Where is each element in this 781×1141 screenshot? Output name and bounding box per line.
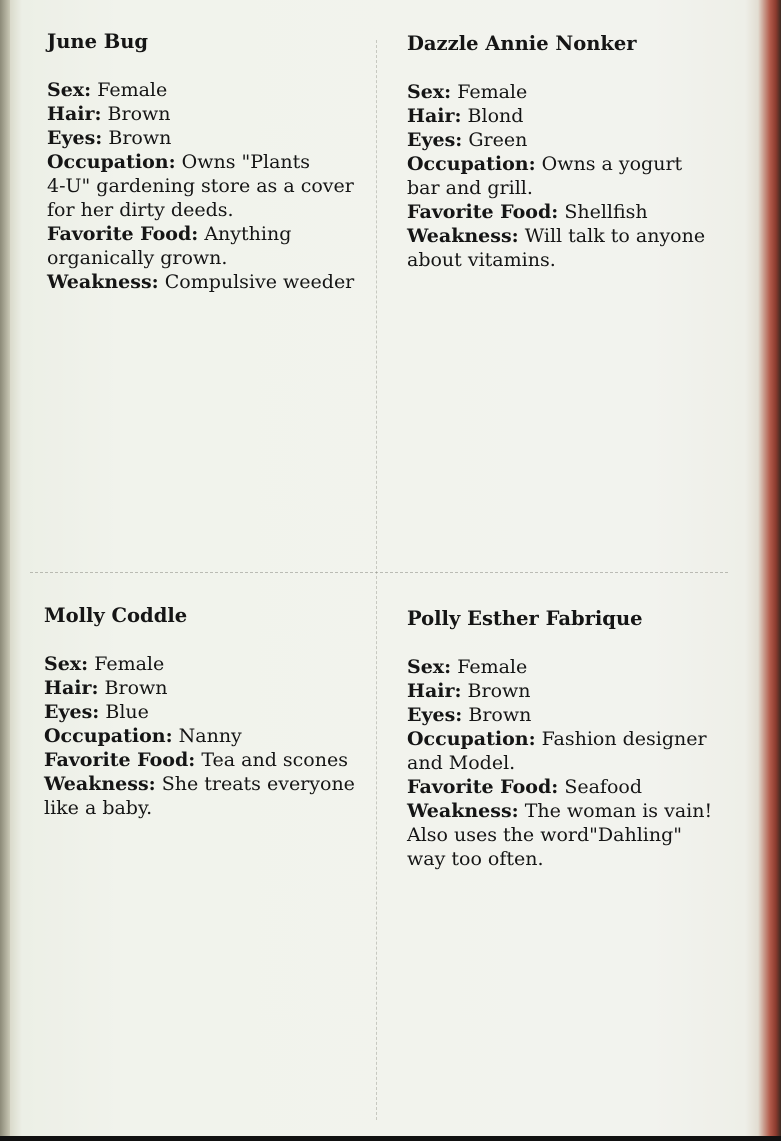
horizontal-fold-line xyxy=(30,572,728,573)
eyes-row xyxy=(47,126,367,150)
eyes-value: Brown xyxy=(462,704,532,726)
favorite-food-row xyxy=(44,748,364,772)
character-card-polly-esther-fabrique xyxy=(407,607,727,871)
weakness-value: Will talk to anyone xyxy=(518,225,706,247)
favorite-food-continued: organically grown. xyxy=(47,247,228,269)
occupation-continued: bar and grill. xyxy=(407,177,533,199)
weakness-label: Weakness: xyxy=(407,225,519,247)
occupation-row xyxy=(407,727,727,751)
weakness-label: Weakness: xyxy=(44,773,156,795)
sex-row xyxy=(407,655,727,679)
favorite-food-label: Favorite Food: xyxy=(407,776,559,798)
favorite-food-label: Favorite Food: xyxy=(44,749,196,771)
sex-row xyxy=(44,652,364,676)
weakness-label: Weakness: xyxy=(407,800,519,822)
weakness-continued: like a baby. xyxy=(44,797,153,819)
weakness-value: She treats everyone xyxy=(155,773,355,795)
weakness-row xyxy=(407,224,727,248)
favorite-food-label: Favorite Food: xyxy=(47,223,199,245)
character-name: Dazzle Annie Nonker xyxy=(407,32,637,55)
occupation-value: Fashion designer xyxy=(535,728,707,750)
occupation-value: Owns "Plants xyxy=(175,151,311,173)
weakness-value: The woman is vain! xyxy=(518,800,713,822)
occupation-row xyxy=(44,724,364,748)
favorite-food-row xyxy=(407,200,727,224)
favorite-food-value: Shellfish xyxy=(558,201,648,223)
favorite-food-row xyxy=(47,222,367,246)
eyes-label: Eyes: xyxy=(407,129,463,151)
occupation-value: Nanny xyxy=(172,725,242,747)
hair-row xyxy=(407,104,727,128)
hair-value: Blond xyxy=(461,105,524,127)
eyes-label: Eyes: xyxy=(47,127,103,149)
occupation-row xyxy=(407,152,727,176)
occupation-label: Occupation: xyxy=(47,151,176,173)
weakness-continued: about vitamins. xyxy=(407,249,556,271)
hair-label: Hair: xyxy=(407,680,462,702)
page-spine-shadow xyxy=(0,0,10,1138)
vertical-fold-line xyxy=(376,40,377,1120)
hair-row xyxy=(407,679,727,703)
eyes-row xyxy=(44,700,364,724)
character-name: June Bug xyxy=(47,30,149,53)
hair-label: Hair: xyxy=(407,105,462,127)
character-card-molly-coddle xyxy=(44,604,364,820)
hair-label: Hair: xyxy=(47,103,102,125)
occupation-label: Occupation: xyxy=(407,728,536,750)
sex-value: Female xyxy=(451,81,528,103)
hair-row xyxy=(47,102,367,126)
weakness-value: Compulsive weeder xyxy=(158,271,355,293)
character-name: Polly Esther Fabrique xyxy=(407,607,643,630)
sex-label: Sex: xyxy=(407,656,452,678)
favorite-food-row xyxy=(407,775,727,799)
hair-value: Brown xyxy=(461,680,531,702)
eyes-value: Green xyxy=(462,129,528,151)
weakness-row xyxy=(44,772,364,796)
weakness-row xyxy=(47,270,367,294)
weakness-continued: way too often. xyxy=(407,848,544,870)
hair-row xyxy=(44,676,364,700)
weakness-row xyxy=(407,799,727,823)
favorite-food-label: Favorite Food: xyxy=(407,201,559,223)
occupation-label: Occupation: xyxy=(407,153,536,175)
eyes-row xyxy=(407,703,727,727)
page-bottom-edge xyxy=(0,1136,781,1141)
occupation-value: Owns a yogurt xyxy=(535,153,683,175)
eyes-label: Eyes: xyxy=(44,701,100,723)
occupation-continued: for her dirty deeds. xyxy=(47,199,234,221)
favorite-food-value: Seafood xyxy=(558,776,642,798)
eyes-value: Blue xyxy=(99,701,149,723)
favorite-food-value: Anything xyxy=(198,223,292,245)
sex-row xyxy=(47,78,367,102)
sex-label: Sex: xyxy=(44,653,89,675)
eyes-label: Eyes: xyxy=(407,704,463,726)
sex-row xyxy=(407,80,727,104)
character-card-june-bug xyxy=(47,30,367,294)
weakness-label: Weakness: xyxy=(47,271,159,293)
sex-value: Female xyxy=(88,653,165,675)
hair-value: Brown xyxy=(98,677,168,699)
eyes-value: Brown xyxy=(102,127,172,149)
weakness-continued: Also uses the word"Dahling" xyxy=(407,824,682,846)
sex-value: Female xyxy=(91,79,168,101)
sex-label: Sex: xyxy=(47,79,92,101)
occupation-continued: 4-U" gardening store as a cover xyxy=(47,175,354,197)
sex-value: Female xyxy=(451,656,528,678)
sex-label: Sex: xyxy=(407,81,452,103)
occupation-label: Occupation: xyxy=(44,725,173,747)
character-name: Molly Coddle xyxy=(44,604,188,627)
hair-value: Brown xyxy=(101,103,171,125)
occupation-continued: and Model. xyxy=(407,752,516,774)
favorite-food-value: Tea and scones xyxy=(195,749,348,771)
occupation-row xyxy=(47,150,367,174)
hair-label: Hair: xyxy=(44,677,99,699)
eyes-row xyxy=(407,128,727,152)
character-card-dazzle-annie-nonker xyxy=(407,32,727,272)
